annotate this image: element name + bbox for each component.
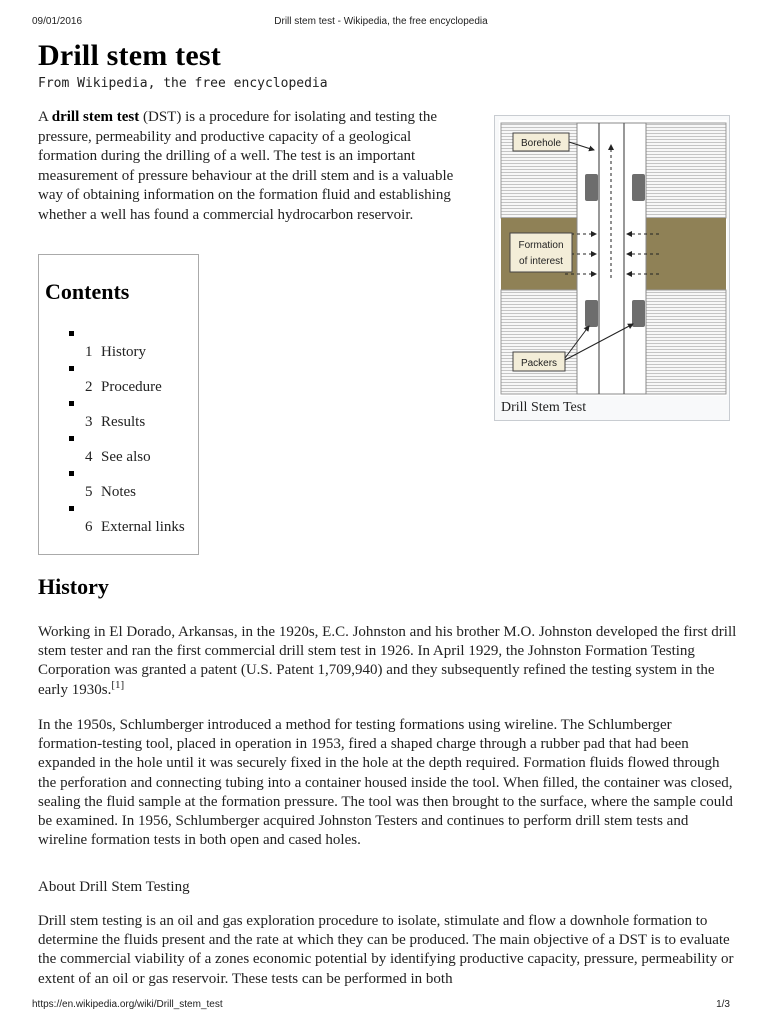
rock-left-bottom	[501, 290, 577, 394]
toc-number: 2	[85, 379, 93, 395]
bullet-icon	[69, 471, 74, 476]
section-heading-history: History	[38, 574, 109, 599]
rock-right-top	[646, 123, 726, 218]
figure-caption: Drill Stem Test	[501, 400, 587, 415]
intro-paragraph	[38, 108, 466, 225]
toc-link[interactable]: Procedure	[101, 379, 162, 395]
toc-item-notes[interactable]	[39, 471, 199, 506]
toc-link[interactable]: Results	[101, 414, 146, 430]
toc-link[interactable]: History	[101, 344, 146, 360]
print-page-title: Drill stem test - Wikipedia, the free encyclopedia	[274, 16, 488, 27]
packer-bottom-right	[632, 300, 645, 327]
drill-stem-test-figure	[494, 115, 730, 421]
bullet-icon	[69, 506, 74, 511]
print-header	[32, 16, 730, 30]
toc-title: Contents	[45, 279, 130, 304]
history-p1-text: Working in El Dorado, Arkansas, in the 1920s, E.C. Johnston and his brother M.O. Johnston developed the first drill stem tester and ran the first commercial drill stem test in 1926. In April 1929, the Johnston Formation Testing Corporation was granted a patent (U.S. Patent 1,709,940) and they subsequently refined the testing system in the early 1930s.	[38, 624, 737, 698]
packer-bottom-left	[585, 300, 598, 327]
toc-item-procedure[interactable]	[39, 366, 199, 401]
toc-link[interactable]: Notes	[101, 484, 136, 500]
formation-label-line2: of interest	[519, 256, 563, 267]
print-footer	[32, 999, 730, 1013]
toc-item-external-links[interactable]	[39, 506, 199, 541]
intro-prefix: A	[38, 109, 52, 125]
rock-right-bottom	[646, 290, 726, 394]
formation-label-line1: Formation	[518, 240, 564, 251]
print-page-number: 1/3	[716, 999, 730, 1010]
borehole-label: Borehole	[520, 138, 562, 149]
intro-text: (DST) is a procedure for isolating and testing the pressure, permeability and productive capacity of a geological formation during the drilling of a well. The test is an important measurement of pressure behaviour at the drill stem and is a valuable way of obtaining information on the formation fluid and establishing whether a well has found a commercial hydrocarbon reservoir.	[38, 109, 454, 223]
toc-link[interactable]: See also	[101, 449, 151, 465]
drill-stem-test-diagram[interactable]	[499, 120, 727, 396]
toc-number: 6	[85, 519, 93, 535]
toc-number: 1	[85, 344, 93, 360]
citation-link[interactable]: [1]	[111, 678, 125, 691]
toc-item-results[interactable]	[39, 401, 199, 436]
toc-number: 3	[85, 414, 93, 430]
packer-top-left	[585, 174, 598, 201]
toc-item-history[interactable]	[39, 331, 199, 366]
intro-bold-term: drill stem test	[51, 109, 140, 125]
history-paragraph-2: In the 1950s, Schlumberger introduced a method for testing formations using wireline. The Schlumberger formation-testing tool, placed in operation in 1953, fired a shaped charge through a rubber pad that had been expanded in the hole until it was securely fixed in the hole at the depth required. Formation fluids flowed through the perforation and connecting tubing into a container housed inside the tool. When filled, the container was closed, sealing the fluid sample at the formation pressure. The tool was then brought to the surface, where the sample could be examined. In 1956, Schlumberger acquired Johnston Testers and continues to perform drill stem tests and wireline formation tests in both open and cased holes.	[38, 717, 733, 849]
toc-item-see-also[interactable]	[39, 436, 199, 471]
history-paragraph-3: About Drill Stem Testing	[38, 879, 190, 895]
print-date: 09/01/2016	[32, 16, 83, 27]
packers-label: Packers	[520, 358, 558, 369]
toc-number: 4	[85, 449, 93, 465]
toc-number: 5	[85, 484, 93, 500]
bullet-icon	[69, 366, 74, 371]
bullet-icon	[69, 401, 74, 406]
toc-link[interactable]: External links	[101, 519, 185, 535]
packer-top-right	[632, 174, 645, 201]
site-subtitle: From Wikipedia, the free encyclopedia	[38, 76, 328, 91]
print-url: https://en.wikipedia.org/wiki/Drill_stem_test	[32, 999, 223, 1010]
bullet-icon	[69, 331, 74, 336]
table-of-contents	[38, 254, 199, 555]
history-paragraph-4: Drill stem testing is an oil and gas exploration procedure to isolate, stimulate and flow a downhole formation to determine the fluids present and the rate at which they can be produced. The main objective of a DST is to evaluate the commercial viability of a zones economic potential by identifying productive capacity, pressure, permeability or extent of an oil or gas reservoir. These tests can be performed in both	[38, 913, 734, 987]
page-title: Drill stem test	[38, 39, 221, 72]
history-paragraph-1	[38, 623, 738, 700]
bullet-icon	[69, 436, 74, 441]
